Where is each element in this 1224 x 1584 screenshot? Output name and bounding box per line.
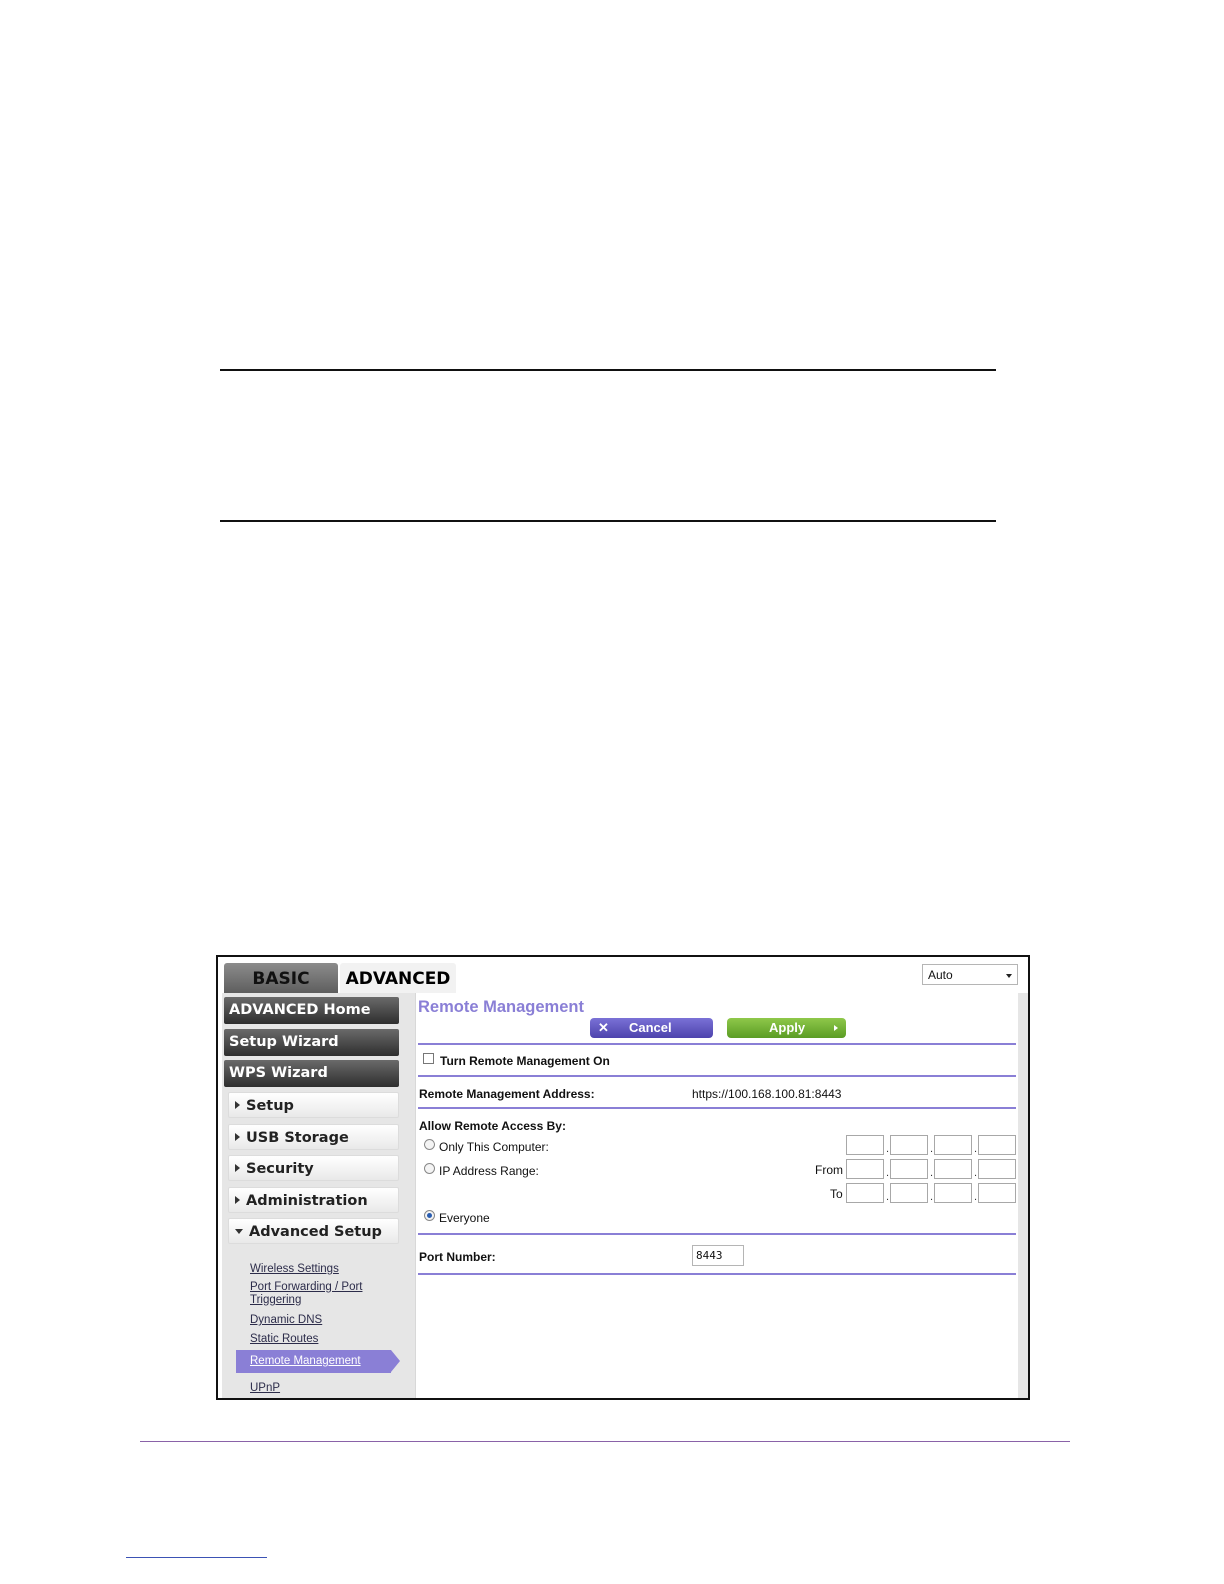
allow-access-label: Allow Remote Access By: [419,1119,566,1133]
from-label: From [815,1163,843,1177]
sidebar [222,993,415,1398]
language-select[interactable] [922,964,1018,985]
port-number-label: Port Number: [419,1250,496,1264]
ip-dot: . [886,1167,890,1179]
expand-arrow-icon [235,1196,240,1204]
ip-dot: . [930,1143,934,1155]
sidebar-item-remote-management[interactable]: Remote Management [250,1355,361,1367]
turn-remote-management-label: Turn Remote Management On [440,1054,610,1068]
sidebar-section-usb-storage[interactable] [228,1124,399,1150]
mid-rule [220,520,996,522]
ip-dot: . [974,1167,978,1179]
divider [418,1107,1016,1109]
arrow-right-icon [834,1025,838,1031]
ip-dot: . [930,1191,934,1203]
ip-dot: . [974,1191,978,1203]
language-selected: Auto [928,968,953,982]
footer-link-underline [126,1557,267,1558]
sidebar-advanced-home[interactable]: ADVANCED Home [224,997,399,1024]
port-number-input[interactable]: 8443 [692,1245,744,1266]
router-ui-screenshot [216,955,1030,1400]
sidebar-section-security[interactable] [228,1155,399,1181]
chevron-down-icon [1006,974,1012,978]
sidebar-section-label: Setup [246,1098,294,1114]
apply-label: Apply [769,1020,806,1035]
from-ip-octet-4[interactable] [978,1159,1016,1179]
apply-button[interactable] [727,1018,846,1038]
only-this-ip-octet-3[interactable] [934,1135,972,1155]
sidebar-setup-wizard[interactable]: Setup Wizard [224,1029,399,1056]
expand-arrow-icon [235,1133,240,1141]
expand-arrow-icon [235,1101,240,1109]
top-rule [220,369,996,371]
sidebar-section-advanced-setup[interactable] [228,1218,399,1244]
only-this-computer-radio[interactable] [424,1139,435,1150]
sidebar-section-label: Advanced Setup [249,1224,382,1240]
sidebar-section-administration[interactable] [228,1187,399,1213]
cancel-label: Cancel [629,1020,672,1035]
ip-address-range-radio[interactable] [424,1163,435,1174]
to-ip-octet-1[interactable] [846,1183,884,1203]
divider [418,1043,1016,1045]
from-ip-octet-3[interactable] [934,1159,972,1179]
sidebar-section-label: Administration [246,1193,368,1209]
everyone-radio[interactable] [424,1210,435,1221]
main-content [415,993,1019,1398]
remote-address-value: https://100.168.100.81:8443 [692,1087,842,1101]
expand-arrow-icon [235,1164,240,1172]
from-ip-octet-1[interactable] [846,1159,884,1179]
ip-dot: . [930,1167,934,1179]
sidebar-section-label: Security [246,1161,314,1177]
sidebar-wps-wizard[interactable]: WPS Wizard [224,1060,399,1087]
page-title: Remote Management [418,998,584,1016]
sidebar-item-upnp[interactable]: UPnP [250,1382,281,1394]
to-ip-octet-2[interactable] [890,1183,928,1203]
divider [418,1075,1016,1077]
cancel-button[interactable] [590,1018,713,1038]
to-ip-octet-4[interactable] [978,1183,1016,1203]
only-this-computer-label: Only This Computer: [439,1140,549,1154]
close-icon: ✕ [598,1020,609,1035]
turn-remote-management-checkbox[interactable] [423,1053,434,1064]
sidebar-item-static-routes[interactable]: Static Routes [250,1333,319,1345]
active-pointer-icon [391,1350,400,1372]
sidebar-item-dynamic-dns[interactable]: Dynamic DNS [250,1314,323,1326]
tab-bar [218,957,1028,993]
footer-rule [140,1441,1070,1442]
from-ip-octet-2[interactable] [890,1159,928,1179]
only-this-ip-octet-2[interactable] [890,1135,928,1155]
ip-dot: . [886,1191,890,1203]
scrollbar[interactable] [1018,993,1028,1398]
divider [418,1273,1016,1275]
collapse-arrow-icon [235,1229,243,1234]
tab-advanced[interactable]: ADVANCED [340,963,456,993]
ip-address-range-label: IP Address Range: [439,1164,539,1178]
ip-dot: . [974,1143,978,1155]
sidebar-section-label: USB Storage [246,1130,349,1146]
divider [418,1233,1016,1235]
ip-dot: . [886,1143,890,1155]
everyone-label: Everyone [439,1211,490,1225]
only-this-ip-octet-1[interactable] [846,1135,884,1155]
sidebar-section-setup[interactable] [228,1092,399,1118]
to-label: To [830,1187,843,1201]
only-this-ip-octet-4[interactable] [978,1135,1016,1155]
remote-address-label: Remote Management Address: [419,1087,595,1101]
sidebar-item-port-forwarding[interactable]: Port Forwarding / Port Triggering [250,1281,363,1306]
tab-basic[interactable]: BASIC [224,963,338,993]
sidebar-item-wireless-settings[interactable]: Wireless Settings [250,1263,339,1275]
to-ip-octet-3[interactable] [934,1183,972,1203]
